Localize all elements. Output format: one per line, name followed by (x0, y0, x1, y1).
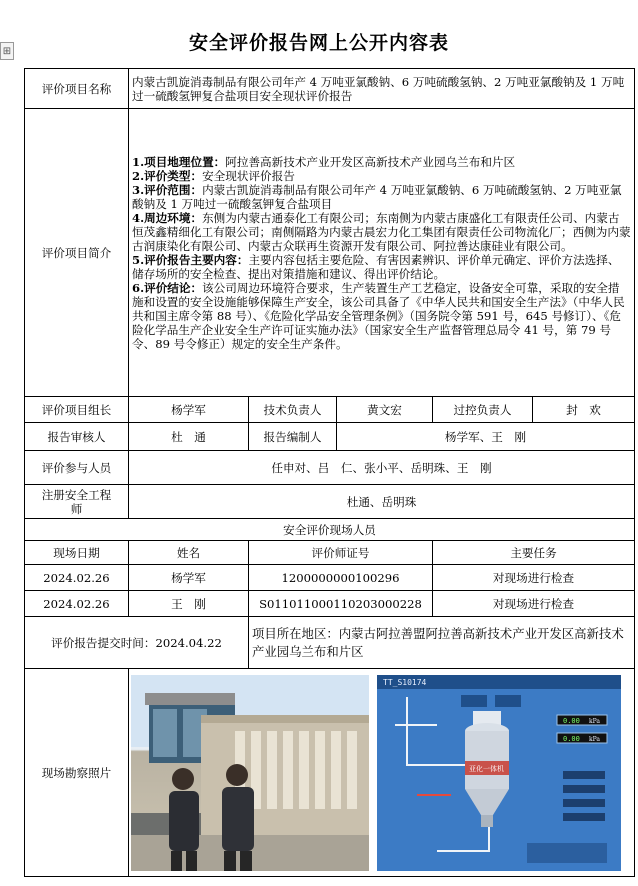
photos-cell (129, 669, 635, 877)
submit-time-cell (25, 617, 249, 669)
disclosure-table (24, 68, 635, 877)
submit-time-label: 评价报告提交时间： (51, 635, 156, 650)
onsite-date: 2024.02.26 (25, 565, 129, 591)
col-name-header: 姓名 (129, 541, 249, 565)
onsite-task: 对现场进行检查 (433, 565, 635, 591)
col-cert-header: 评价师证号 (249, 541, 433, 565)
svg-text:kPa: kPa (589, 717, 600, 725)
dcs-screen-photo (377, 675, 621, 871)
process-lead-value: 封 欢 (533, 397, 635, 423)
table-row (25, 591, 635, 617)
safety-engineer-value: 杜通、岳明珠 (129, 485, 635, 519)
onsite-date: 2024.02.26 (25, 591, 129, 617)
project-name-value: 内蒙古凯旋消毒制品有限公司年产 4 万吨亚氯酸钠、6 万吨硫酸氢钠、2 万吨亚氯酸钠及 1 万吨过一硫酸氢钾复合盐项目安全现状评价报告 (129, 69, 635, 109)
col-date-header: 现场日期 (25, 541, 129, 565)
tech-lead-label: 技术负责人 (249, 397, 337, 423)
onsite-task: 对现场进行检查 (433, 591, 635, 617)
intro-scope: 3.评价范围：内蒙古凯旋消毒制品有限公司年产 4 万吨亚氯酸钠、6 万吨硫酸氢钠、2 万吨亚氯酸钠及 1 万吨过一硫酸氢钾复合盐项目 (132, 182, 622, 211)
table-row (25, 565, 635, 591)
reviewer-value: 杜 通 (129, 423, 249, 451)
compiler-label: 报告编制人 (249, 423, 337, 451)
col-task-header: 主要任务 (433, 541, 635, 565)
project-name-label: 评价项目名称 (25, 69, 129, 109)
onsite-cert: S011011000110203000228 (249, 591, 433, 617)
compiler-value: 杨学军、王 刚 (337, 423, 635, 451)
intro-conclusion: 6.评价结论：该公司周边环境符合要求，生产装置生产工艺稳定，设备安全可靠，采取的安全措施和设置的安全设施能够保障生产安全，该公司具备了《中华人民共和国安全生产法》（中华人民共和国主席令第 88 号）、《危险化学品安全管理条例》（国务院令第 591 号，645 号修订）、《危险化学品生产企业安全生产许可证实施办法》（国家安全生产监督管理总局令 41 号，第 79 号令、89 号令修正）规定的安全生产条件。 (132, 280, 625, 351)
project-intro (129, 109, 635, 397)
process-lead-label: 过控负责人 (433, 397, 533, 423)
intro-location: 1.项目地理位置：阿拉善高新技术产业开发区高新技术产业园乌兰布和片区 (132, 154, 516, 169)
intro-content: 5.评价报告主要内容：主要内容包括主要危险、有害因素辨识、评价单元确定、评价方法选择、储存场所的安全检查、提出对策措施和建议、得出评价结论。 (132, 252, 620, 281)
svg-text:亚化一体机: 亚化一体机 (469, 764, 504, 773)
onsite-staff-heading: 安全评价现场人员 (25, 519, 635, 541)
participants-value: 任申对、吕 仁、张小平、岳明珠、王 刚 (129, 451, 635, 485)
onsite-name: 杨学军 (129, 565, 249, 591)
submit-time-value: 2024.04.22 (155, 635, 222, 650)
intro-surroundings: 4.周边环境：东侧为内蒙古通泰化工有限公司；东南侧为内蒙古康盛化工有限责任公司、内蒙古恒茂鑫精细化工有限公司；南侧隔路为内蒙古晨宏力化工集团有限责任公司物流化厂；西侧为内蒙古润康染化有限公司、内蒙古众联再生资源开发有限公司、阿拉善达康硅业有限公司。 (132, 210, 631, 253)
safety-engineer-label: 注册安全工程师 (25, 485, 129, 519)
site-visit-photo (131, 675, 369, 871)
leader-label: 评价项目组长 (25, 397, 129, 423)
svg-text:kPa: kPa (589, 735, 600, 743)
photos-label: 现场勘察照片 (25, 669, 129, 877)
onsite-name: 王 刚 (129, 591, 249, 617)
page-title: 安全评价报告网上公开内容表 (188, 32, 449, 54)
intro-type: 2.评价类型：安全现状评价报告 (132, 168, 295, 183)
table-move-handle[interactable]: ⊞ (0, 42, 14, 60)
onsite-cert: 1200000000100296 (249, 565, 433, 591)
svg-text:0.00: 0.00 (563, 716, 580, 725)
participants-label: 评价参与人员 (25, 451, 129, 485)
reviewer-label: 报告审核人 (25, 423, 129, 451)
leader-value: 杨学军 (129, 397, 249, 423)
location-value: 项目所在地区：内蒙古阿拉善盟阿拉善高新技术产业开发区高新技术产业园乌兰布和片区 (249, 617, 635, 669)
project-intro-label: 评价项目简介 (25, 109, 129, 397)
tech-lead-value: 黄文宏 (337, 397, 433, 423)
svg-text:0.00: 0.00 (563, 734, 580, 743)
svg-text:TT_S10174: TT_S10174 (383, 677, 427, 687)
